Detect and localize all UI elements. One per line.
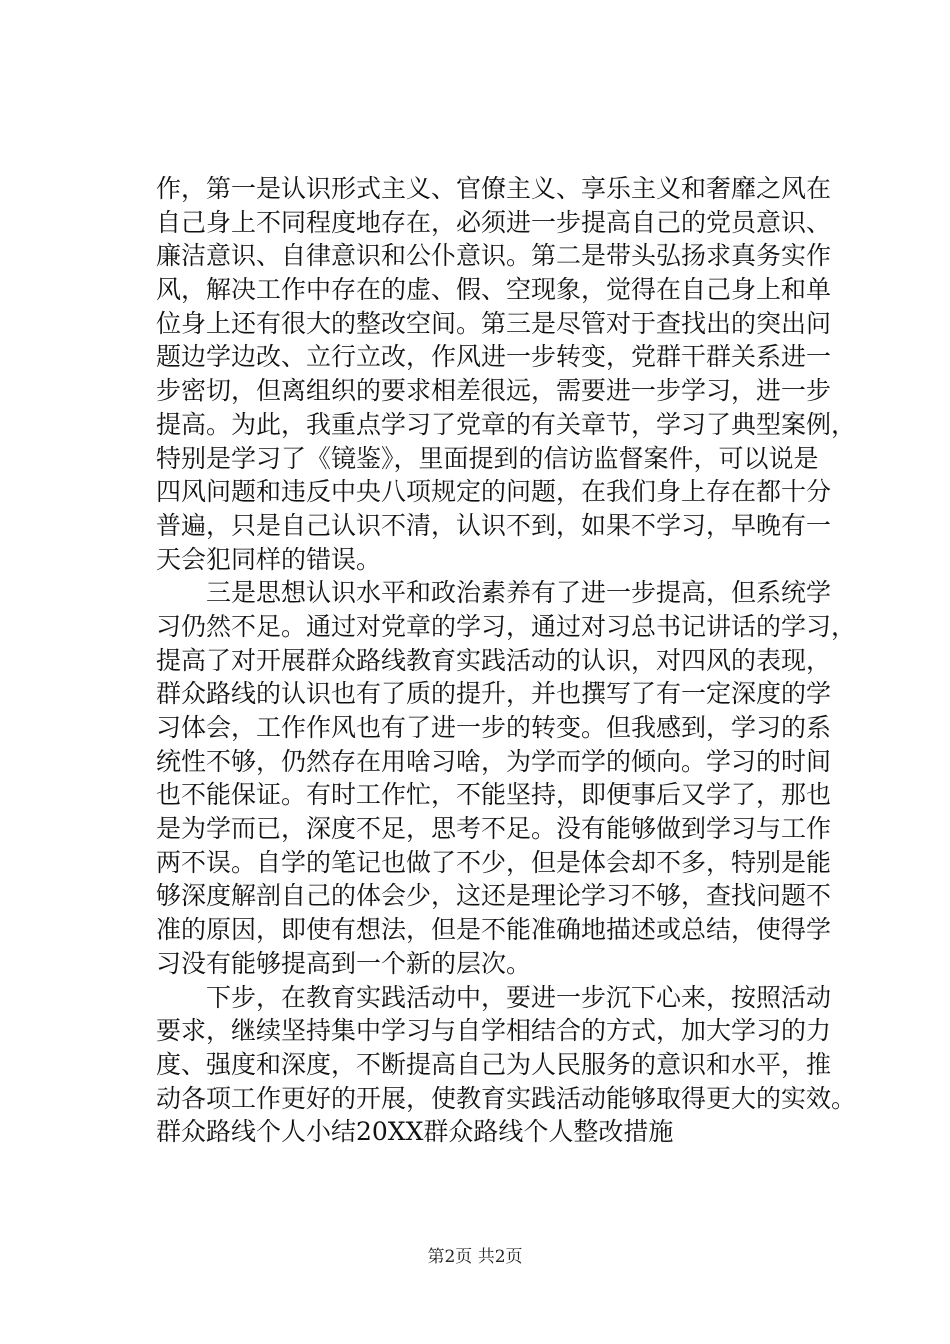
text-line: 群众路线的认识也有了质的提升，并也撰写了有一定深度的学 [156,679,832,709]
text-line: 习仍然不足。通过对党章的学习，通过对习总书记讲话的学习， [156,611,857,641]
text-line: 两不误。自学的笔记也做了不少，但是体会却不多，特别是能 [156,847,832,877]
text-line: 下步，在教育实践活动中，要进一步沉下心来，按照活动 [156,982,832,1012]
page-number: 第2页 共2页 [427,1247,523,1267]
text-line: 四风问题和违反中央八项规定的问题，在我们身上存在都十分 [156,477,832,507]
page-footer [0,1242,950,1267]
text-line: 也不能保证。有时工作忙，不能坚持，即便事后又学了，那也 [156,780,832,810]
text-line: 群众路线个人小结20XX群众路线个人整改措施 [156,1117,674,1147]
text-line: 习体会，工作作风也有了进一步的转变。但我感到，学习的系 [156,713,832,742]
text-line: 准的原因，即使有想法，但是不能准确地描述或总结，使得学 [156,915,832,945]
text-line: 是为学而已，深度不足，思考不足。没有能够做到学习与工作 [156,814,832,844]
text-line: 动各项工作更好的开展，使教育实践活动能够取得更大的实效。 [156,1083,857,1113]
text-line: 特别是学习了《镜鉴》，里面提到的信访监督案件，可以说是 [156,443,819,473]
text-line: 天会犯同样的错误。 [156,544,382,574]
text-line: 统性不够，仍然存在用啥习啥，为学而学的倾向。学习的时间 [156,746,832,776]
text-line: 要求，继续坚持集中学习与自学相结合的方式，加大学习的力 [156,1016,832,1046]
text-line: 步密切，但离组织的要求相差很远，需要进一步学习，进一步 [156,376,832,406]
body-text [156,172,856,1149]
text-line: 风，解决工作中存在的虚、假、空现象，觉得在自己身上和单 [156,275,832,305]
text-line: 题边学边改、立行立改，作风进一步转变，党群干群关系进一 [156,342,832,372]
text-line: 位身上还有很大的整改空间。第三是尽管对于查找出的突出问 [156,308,832,338]
text-line: 提高了对开展群众路线教育实践活动的认识，对四风的表现， [156,645,832,675]
text-line: 普遍，只是自己认识不清，认识不到，如果不学习，早晚有一 [156,510,832,540]
text-line: 度、强度和深度，不断提高自己为人民服务的意识和水平，推 [156,1049,832,1079]
text-line: 三是思想认识水平和政治素养有了进一步提高，但系统学 [156,578,832,608]
text-line: 够深度解剖自己的体会少，这还是理论学习不够，查找问题不 [156,881,832,911]
text-line: 提高。为此，我重点学习了党章的有关章节，学习了典型案例， [156,409,857,439]
text-line: 作，第一是认识形式主义、官僚主义、享乐主义和奢靡之风在 [156,174,832,203]
text-line: 习没有能够提高到一个新的层次。 [156,948,532,978]
text-line: 廉洁意识、自律意识和公仆意识。第二是带头弘扬求真务实作 [156,241,832,271]
text-line: 自己身上不同程度地存在，必须进一步提高自己的党员意识、 [156,207,832,237]
